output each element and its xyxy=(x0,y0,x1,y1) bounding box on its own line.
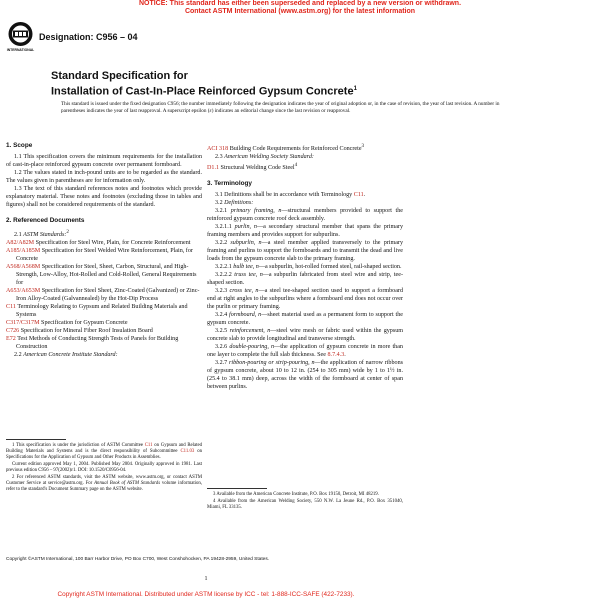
superseded-notice xyxy=(0,0,600,16)
link-c11[interactable]: C11 xyxy=(353,192,364,199)
ref-link-c726[interactable]: C726 xyxy=(6,328,20,335)
footnote-2: 2 For referenced ASTM standards, visit the ASTM website, www.astm.org, or contact ASTM Customer Service at service@astm.org. For Annual Book of ASTM Standards volume information, refer to the standard's Document Summary page on the ASTM website. xyxy=(6,475,202,492)
ref-item: A185/A185M Specification for Steel Welded Wire Reinforcement, Plain, for Concrete xyxy=(6,248,193,263)
ref-link-a568[interactable]: A568/A568M xyxy=(6,264,41,271)
logo-label: INTERNATIONAL xyxy=(6,48,35,52)
para-2-1: 2.1 ASTM Standards:$^2$ xyxy=(14,229,69,239)
footnotes-left xyxy=(6,443,202,494)
issuance-note: This standard is issued under the fixed designation C956; the number immediately following the designation indicates the year of original adoption or, in the case of revision, the year of last revision. A number in parentheses indicates the year of last reapproval. A superscript epsilon (ε) indicates an editorial change since the last revision or reapproval. xyxy=(61,101,500,114)
para-3-2-6: 3.2.6 double-pouring, n—the application of gypsum concrete in more than one layer to complete the full slab thickness. See 8.7.4.3. xyxy=(207,344,403,359)
section-heading-referenced-documents: 2. Referenced Documents xyxy=(6,217,85,224)
section-heading-scope: 1. Scope xyxy=(6,142,33,149)
ref-link-aci318[interactable]: ACI 318 xyxy=(207,146,229,153)
ref-link-c317[interactable]: C317/C317M xyxy=(6,320,40,327)
link-subcommittee-c11-03[interactable]: C11.03 xyxy=(180,449,195,454)
ref-link-a185[interactable]: A185/A185M xyxy=(6,248,41,255)
ref-link-d1-1[interactable]: D1.1 xyxy=(207,165,220,172)
para-2-3: 2.3 American Welding Society Standard: xyxy=(215,154,314,161)
para-2-2: 2.2 American Concrete Institute Standard: xyxy=(14,352,118,359)
footnote-4: 4 Available from the American Welding Society, 550 N.W. La Jeune Rd., P.O. Box 351040, Miami, FL 33135. xyxy=(207,499,403,510)
para-1-2: 1.2 The values stated in inch-pound units are to be regarded as the standard. The values given in parentheses are for information only. xyxy=(6,170,202,184)
para-3-2: 3.2 Definitions: xyxy=(215,200,254,207)
footnotes-right xyxy=(207,492,403,512)
license-notice: Copyright ASTM International. Distributed under ASTM license by ICC - tel: 1-888-ICC-SAFE (422-7233). xyxy=(57,591,355,598)
title-line-2: Installation of Cast-In-Place Reinforced Gypsum Concrete xyxy=(51,85,354,98)
left-column xyxy=(6,142,202,359)
ref-item: A82/A82M Specification for Steel Wire, Plain, for Concrete Reinforcement xyxy=(6,240,191,247)
para-3-2-4: 3.2.4 formboard, n—sheet material used as a permanent form to support the gypsum concrete. xyxy=(207,312,403,327)
page-number: 1 xyxy=(204,576,208,582)
para-3-2-7: 3.2.7 ribbon-pouring or strip-pouring, n—the application of narrow ribbons of gypsum concrete, about 10 to 12 in. (254 to 305 mm) wide by 1 to 1½ in. (25.4 to 38.1 mm) deep, across the width of the formboard at center of span between purlins. xyxy=(207,360,403,391)
notice-line-2: Contact ASTM International (www.astm.org) for the latest information xyxy=(184,8,416,15)
section-heading-terminology: 3. Terminology xyxy=(207,180,252,188)
ref-link-c11[interactable]: C11 xyxy=(6,304,16,311)
ref-item: C317/C317M Specification for Gypsum Concrete xyxy=(6,320,128,327)
footnote-1-edition: Current edition approved May 1, 2004. Published May 2004. Originally approved in 1981. Last previous edition C956 – 97(2002)ε1. DOI: 10.1520/C0956-04. xyxy=(6,462,202,473)
para-3-2-2-1: 3.2.2.1 bulb tee, n—a subpurlin, hot-rolled formed steel, rail-shaped section. xyxy=(215,264,402,271)
footnote-divider-left xyxy=(6,439,66,440)
footnote-divider-right xyxy=(207,488,267,489)
link-8-7-4-3[interactable]: 8.7.4.3 xyxy=(327,352,345,359)
ref-item: E72 Test Methods of Conducting Strength Tests of Panels for Building Construction xyxy=(6,336,179,351)
para-3-2-3: 3.2.3 cross tee, n—a steel tee-shaped section used to support a formboard end at right angles to the subpurlins where a formboard end does not occur over the purlin or primary framing. xyxy=(207,288,403,311)
ref-item: ACI 318 Building Code Requirements for Reinforced Concrete$^3$ xyxy=(207,143,365,153)
para-3-2-1-1: 3.2.1.1 purlin, n—a secondary structural member that spans the primary framing members and provides support for subpurlins. xyxy=(207,224,403,239)
designation: Designation: C956 – 04 xyxy=(39,32,138,42)
title-line-1: Standard Specification for xyxy=(51,70,188,82)
ref-link-a82[interactable]: A82/A82M xyxy=(6,240,35,247)
astm-logo xyxy=(7,21,34,55)
footnote-3: 3 Available from the American Concrete Institute, P.O. Box 19150, Detroit, MI 48219. xyxy=(213,492,379,497)
ref-link-e72[interactable]: E72 xyxy=(6,336,16,343)
right-column xyxy=(207,142,403,391)
para-3-2-2: 3.2.2 subpurlin, n—a steel member applied transversely to the primary framing and purlins to support the formboards and to transmit the dead and live loads from the gypsum concrete slab to the primary framing. xyxy=(207,240,403,263)
ref-item: C726 Specification for Mineral Fiber Roof Insulation Board xyxy=(6,328,153,335)
para-3-2-1: 3.2.1 primary framing, n—structural members provided to support the reinforced gypsum concrete roof deck assembly. xyxy=(207,208,403,223)
footnote-1: 1 This specification is under the jurisdiction of ASTM Committee C11 on Gypsum and Related Building Materials and Systems and is the direct responsibility of Subcommittee C11.03 on Specifications for the Application of Gypsum and Other Products in Assemblies. xyxy=(6,443,202,460)
para-3-2-2-2: 3.2.2.2 truss tee, n—a subpurlin fabricated from steel wire and strip, tee-shaped section. xyxy=(207,272,403,287)
ref-item: A568/A568M Specification for Steel, Sheet, Carbon, Structural, and High-Strength, Low-Alloy, Hot-Rolled and Cold-Rolled, General Requirements for xyxy=(6,264,197,287)
para-3-2-5: 3.2.5 reinforcement, n—steel wire mesh or fabric used within the gypsum concrete slab to provide longitudinal and transverse strength. xyxy=(207,328,404,343)
para-1-1: 1.1 This specification covers the minimum requirements for the installation of cast-in-place reinforced gypsum concrete over permanent formboard. xyxy=(6,154,202,168)
para-1-3: 1.3 The text of this standard references notes and footnotes which provide explanatory material. These notes and footnotes (excluding those in tables and figures) shall not be considered requirements of the standard. xyxy=(6,186,202,208)
ref-item: D1.1 Structural Welding Code Steel$^4$ xyxy=(207,162,298,172)
title-footnote-ref: 1 xyxy=(353,86,357,92)
para-3-1: 3.1 Definitions shall be in accordance with Terminology C11. xyxy=(215,192,366,199)
ref-item: C11 Terminology Relating to Gypsum and Related Building Materials and Systems xyxy=(6,304,188,319)
page-title xyxy=(51,70,571,99)
ref-item: A653/A653M Specification for Steel Sheet, Zinc-Coated (Galvanized) or Zinc-Iron Alloy-Coated (Galvannealed) by the Hot-Dip Process xyxy=(6,288,200,303)
ref-link-a653[interactable]: A653/A653M xyxy=(6,288,41,295)
notice-line-1: NOTICE: This standard has either been superseded and replaced by a new version or withdrawn. xyxy=(138,0,462,7)
link-committee-c11[interactable]: C11 xyxy=(144,443,153,448)
copyright-line: Copyright ©ASTM International, 100 Barr Harbor Drive, PO Box C700, West Conshohocken, PA 19428-2959, United States. xyxy=(6,557,270,562)
